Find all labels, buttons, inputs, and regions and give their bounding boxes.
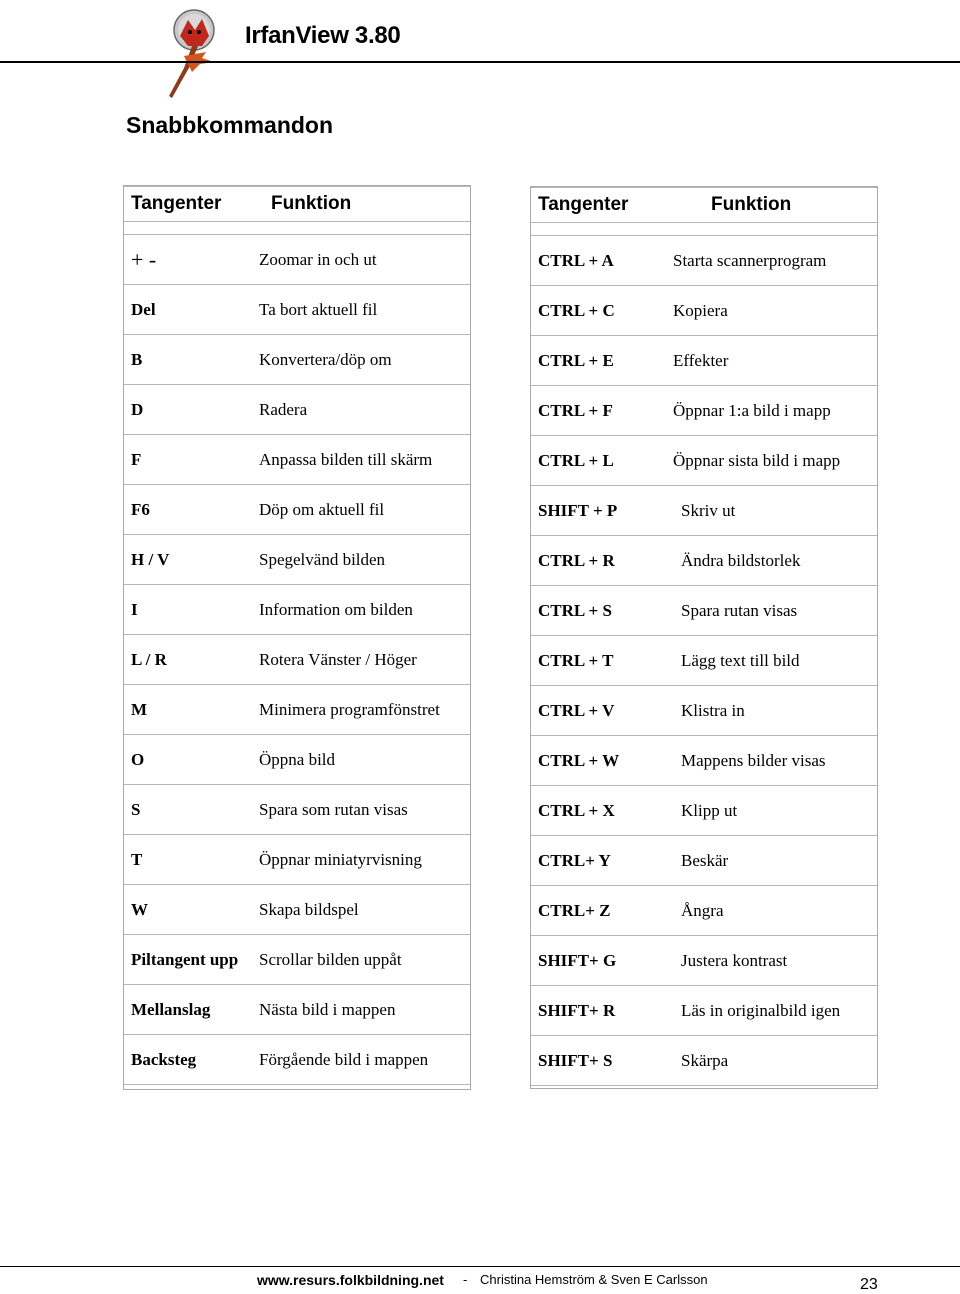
table-row (531, 236, 877, 286)
shortcut-key: CTRL + A (531, 236, 667, 286)
column-header-keys: Tangenter (531, 188, 667, 223)
shortcut-function: Justera kontrast (667, 936, 877, 986)
shortcut-key: CTRL + X (531, 786, 667, 836)
shortcut-function: Öppna bild (252, 735, 470, 785)
table-row (531, 436, 877, 486)
column-header-function: Funktion (667, 188, 877, 223)
table-row (124, 285, 470, 335)
shortcut-function: Skärpa (667, 1036, 877, 1086)
shortcut-function: Öppnar miniatyrvisning (252, 835, 470, 885)
shortcut-function: Döp om aktuell fil (252, 485, 470, 535)
page-heading: Snabbkommandon (126, 112, 334, 138)
table-row (124, 585, 470, 635)
table-row (531, 386, 877, 436)
shortcut-key: SHIFT + P (531, 486, 667, 536)
shortcut-function: Spara som rutan visas (252, 785, 470, 835)
shortcut-function: Skriv ut (667, 486, 877, 536)
shortcut-key: CTRL + F (531, 386, 667, 436)
table-spacer-row (124, 222, 470, 235)
shortcut-function: Konvertera/döp om (252, 335, 470, 385)
column-header-function: Funktion (252, 187, 470, 222)
table-row (531, 986, 877, 1036)
table-row (531, 586, 877, 636)
shortcut-key: H / V (124, 535, 252, 585)
table-row (124, 835, 470, 885)
shortcut-function: Mappens bilder visas (667, 736, 877, 786)
left-shortcut-table (124, 186, 470, 1085)
shortcut-key: CTRL + R (531, 536, 667, 586)
shortcut-key: D (124, 385, 252, 435)
shortcut-key: Backsteg (124, 1035, 252, 1085)
shortcut-key: SHIFT+ S (531, 1036, 667, 1086)
footer-divider (0, 1266, 960, 1267)
table-row (124, 435, 470, 485)
page-header (0, 0, 960, 64)
shortcut-function: Zoomar in och ut (252, 235, 470, 285)
shortcut-function: Kopiera (667, 286, 877, 336)
shortcut-function: Rotera Vänster / Höger (252, 635, 470, 685)
table-row (124, 785, 470, 835)
shortcut-key: CTRL+ Z (531, 886, 667, 936)
table-spacer-row (531, 223, 877, 236)
shortcut-function: Anpassa bilden till skärm (252, 435, 470, 485)
table-row (531, 486, 877, 536)
shortcut-function: Minimera programfönstret (252, 685, 470, 735)
shortcut-key: CTRL + E (531, 336, 667, 386)
footer-authors: Christina Hemström & Sven E Carlsson (480, 1272, 708, 1287)
table-row (531, 786, 877, 836)
shortcut-function: Klipp ut (667, 786, 877, 836)
right-shortcut-table (531, 187, 877, 1086)
shortcut-function: Ångra (667, 886, 877, 936)
table-header-row (124, 187, 470, 222)
shortcut-key: CTRL + W (531, 736, 667, 786)
table-row (124, 735, 470, 785)
table-row (531, 536, 877, 586)
shortcut-function: Radera (252, 385, 470, 435)
table-row (124, 335, 470, 385)
table-row (124, 685, 470, 735)
table-row (124, 885, 470, 935)
table-row (531, 886, 877, 936)
footer-separator: - (463, 1272, 468, 1287)
shortcut-key: Mellanslag (124, 985, 252, 1035)
shortcut-function: Effekter (667, 336, 877, 386)
app-title: IrfanView 3.80 (245, 22, 401, 49)
table-row (531, 336, 877, 386)
table-row (124, 235, 470, 285)
shortcut-key: Piltangent upp (124, 935, 252, 985)
shortcut-key: I (124, 585, 252, 635)
table-row (531, 936, 877, 986)
shortcut-key: Del (124, 285, 252, 335)
footer-site[interactable]: www.resurs.folkbildning.net (257, 1272, 444, 1288)
table-row (124, 635, 470, 685)
table-row (531, 1036, 877, 1086)
table-row (124, 985, 470, 1035)
shortcut-function: Öppnar sista bild i mapp (667, 436, 877, 486)
page-number: 23 (860, 1276, 878, 1293)
table-header-row (531, 188, 877, 223)
shortcut-key: CTRL + L (531, 436, 667, 486)
shortcut-function: Spegelvänd bilden (252, 535, 470, 585)
shortcut-function: Ta bort aktuell fil (252, 285, 470, 335)
shortcut-function: Spara rutan visas (667, 586, 877, 636)
shortcut-function: Skapa bildspel (252, 885, 470, 935)
shortcut-key: S (124, 785, 252, 835)
table-row (531, 636, 877, 686)
shortcut-key: CTRL + S (531, 586, 667, 636)
shortcut-function: Nästa bild i mappen (252, 985, 470, 1035)
shortcut-key: SHIFT+ R (531, 986, 667, 1036)
shortcut-key: L / R (124, 635, 252, 685)
table-row (531, 686, 877, 736)
shortcut-function: Klistra in (667, 686, 877, 736)
irfanview-logo-icon (162, 6, 224, 102)
table-row (124, 1035, 470, 1085)
shortcut-key: CTRL + C (531, 286, 667, 336)
table-row (531, 836, 877, 886)
shortcut-key: F (124, 435, 252, 485)
header-divider (0, 61, 960, 63)
shortcut-key: CTRL + T (531, 636, 667, 686)
shortcut-key: + - (124, 235, 252, 285)
shortcut-key: SHIFT+ G (531, 936, 667, 986)
table-row (531, 286, 877, 336)
table-row (124, 485, 470, 535)
shortcut-key: T (124, 835, 252, 885)
shortcut-function: Ändra bildstorlek (667, 536, 877, 586)
shortcut-function: Lägg text till bild (667, 636, 877, 686)
table-row (124, 935, 470, 985)
shortcut-function: Information om bilden (252, 585, 470, 635)
table-row (124, 385, 470, 435)
shortcut-key: B (124, 335, 252, 385)
shortcut-key: O (124, 735, 252, 785)
shortcut-key: W (124, 885, 252, 935)
shortcut-function: Läs in originalbild igen (667, 986, 877, 1036)
shortcut-function: Starta scannerprogram (667, 236, 877, 286)
shortcut-key: M (124, 685, 252, 735)
shortcut-key: CTRL+ Y (531, 836, 667, 886)
shortcut-key: CTRL + V (531, 686, 667, 736)
shortcut-function: Beskär (667, 836, 877, 886)
shortcut-function: Öppnar 1:a bild i mapp (667, 386, 877, 436)
shortcut-function: Förgående bild i mappen (252, 1035, 470, 1085)
table-row (124, 535, 470, 585)
table-row (531, 736, 877, 786)
shortcut-function: Scrollar bilden uppåt (252, 935, 470, 985)
column-header-keys: Tangenter (124, 187, 252, 222)
shortcut-key: F6 (124, 485, 252, 535)
